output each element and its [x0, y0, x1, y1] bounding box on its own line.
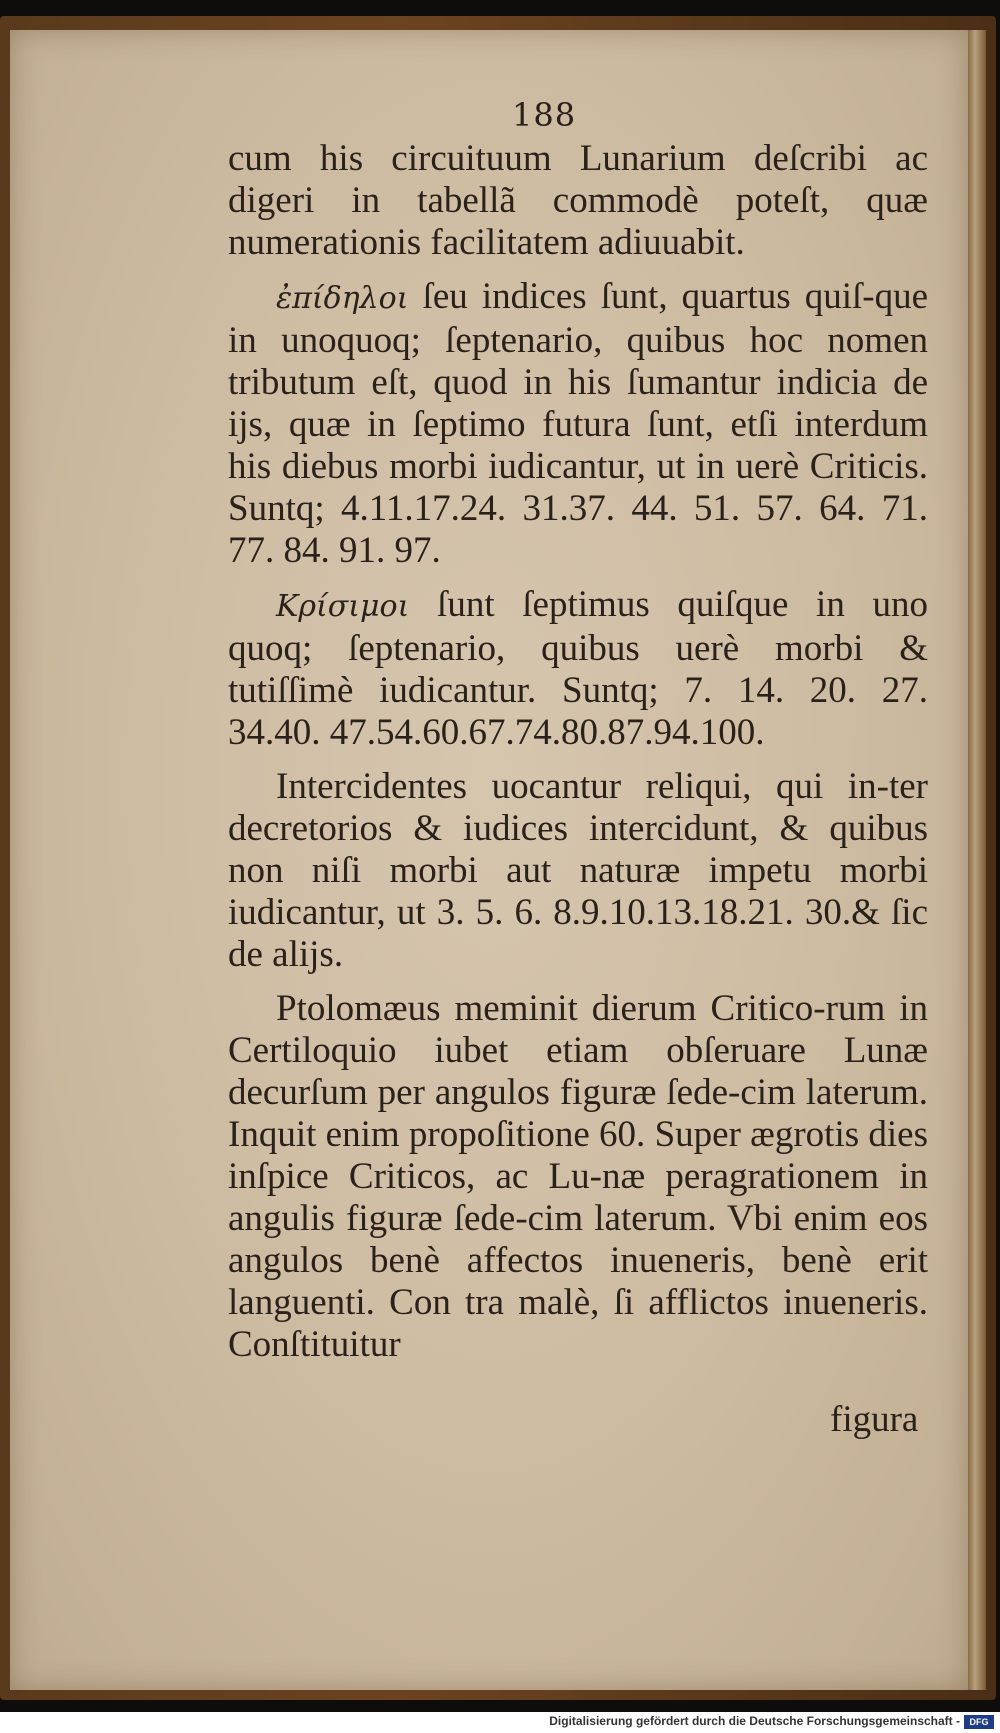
paragraph-2-text: ſeu indices ſunt, quartus quiſ-que in unoquoq; ſeptenario, quibus hoc nomen tributum eſt, quod in his ſumantur indicia de ijs, quæ in ſeptimo futura ſunt, etſi interdum his diebus morbi iudicantur, ut in uerè Criticis. Suntq; 4.11.17.24. 31.37. 44. 51. 57. 64. 71. 77. 84. 91. 97.: [228, 276, 928, 571]
paragraph-4: [228, 766, 928, 976]
catchword: figura: [830, 1399, 919, 1440]
paragraph-4-text: Intercidentes uocantur reliqui, qui in-ter decretorios & iudices intercidunt, & quibus non niſi morbi aut naturæ impetu morbi iudicantur, ut 3. 5. 6. 8.9.10.13.18.21. 30.& ſic de alijs.: [228, 766, 928, 975]
body-text: [228, 138, 928, 1378]
footer-credit: Digitalisierung gefördert durch die Deutsche Forschungsgemeinschaft -: [549, 1714, 960, 1728]
page-number: 188: [512, 96, 577, 134]
paragraph-3-text: ſunt ſeptimus quiſque in uno quoq; ſeptenario, quibus uerè morbi & tutiſſimè iudicantur. Suntq; 7. 14. 20. 27. 34.40. 47.54.60.67.74.80.87.94.100.: [228, 584, 928, 753]
paragraph-5: [228, 988, 928, 1366]
paragraph-2: [228, 276, 928, 572]
page-edge: [968, 30, 986, 1690]
dfg-logo: DFG: [964, 1715, 994, 1729]
paragraph-1-text: cum his circuituum Lunarium deſcribi ac digeri in tabellã commodè poteſt, quæ numerationis facilitatem adiuuabit.: [228, 138, 928, 263]
paragraph-3: [228, 584, 928, 754]
paragraph-1: [228, 138, 928, 264]
greek-term-epideloi: ἐπίδηλοι: [276, 281, 409, 316]
paragraph-5-text: Ptolomæus meminit dierum Critico-rum in Certiloquio iubet etiam obſeruare Lunæ decurſum per angulos figuræ ſede-cim laterum. Inquit enim propoſitione 60. Super ægrotis dies inſpice Criticos, ac Lu-næ peragrationem in angulis figuræ ſede-cim laterum. Vbi enim eos angulos benè affectos inueneris, benè erit languenti. Con tra malè, ſi afflictos inueneris. Conſtituitur: [228, 988, 928, 1365]
digitization-footer: [0, 1712, 1000, 1733]
greek-term-krisimoi: Κρίσιμοι: [276, 589, 410, 624]
